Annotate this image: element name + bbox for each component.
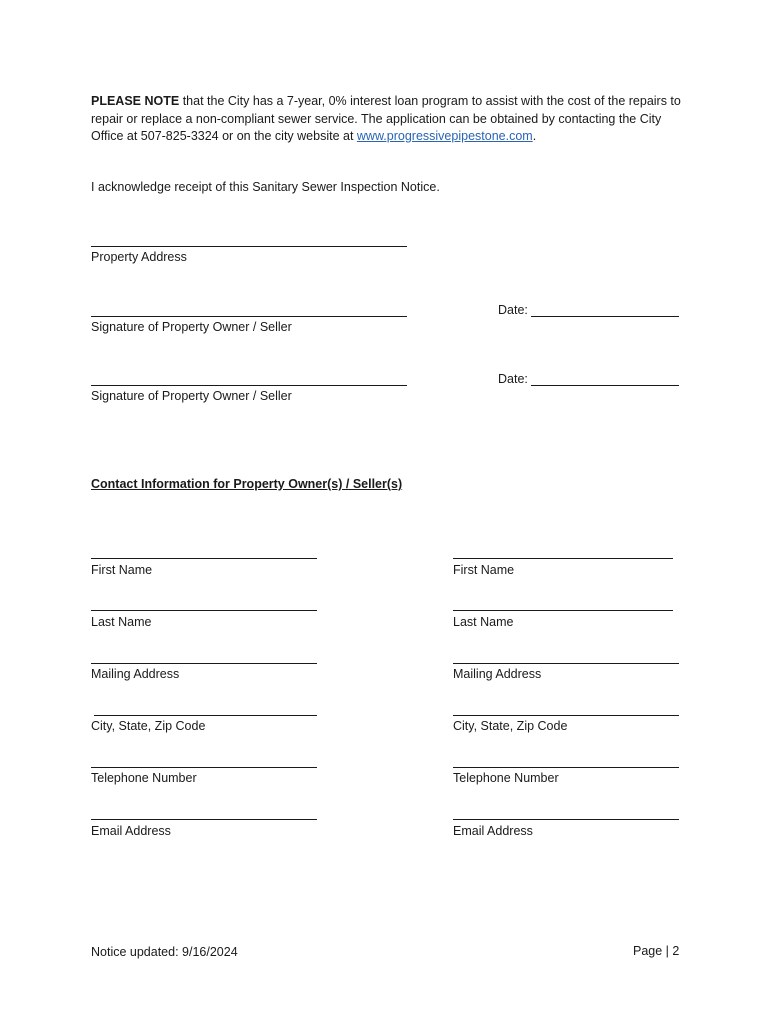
right-email-field[interactable]: [453, 819, 679, 820]
left-email-label: Email Address: [91, 824, 171, 838]
signature-field-1[interactable]: [91, 316, 407, 317]
left-first-name-field[interactable]: [91, 558, 317, 559]
date-field-1[interactable]: [531, 316, 679, 317]
date-label-1: Date:: [498, 303, 528, 317]
city-website-link[interactable]: www.progressivepipestone.com: [356, 129, 533, 143]
right-mailing-address-label: Mailing Address: [453, 667, 542, 681]
please-note-label: PLEASE NOTE: [91, 94, 180, 108]
notice-updated-date: Notice updated: 9/16/2024: [91, 945, 238, 959]
right-first-name-field[interactable]: [453, 558, 673, 559]
right-last-name-field[interactable]: [453, 610, 673, 611]
right-email-label: Email Address: [453, 824, 533, 838]
property-address-label: Property Address: [91, 250, 187, 264]
left-city-state-zip-label: City, State, Zip Code: [91, 719, 206, 733]
signature-field-2[interactable]: [91, 385, 407, 386]
signature-label-1: Signature of Property Owner / Seller: [91, 320, 292, 334]
right-mailing-address-field[interactable]: [453, 663, 679, 664]
loan-program-notice: [91, 93, 681, 146]
notice-body-text: that the City has a 7-year, 0% interest loan program to assist with the cost of the repairs to repair or replace a non-compliant sewer service. The application can be obtained by contacting the City Office at 507-825-3324 or on the city website at: [91, 94, 681, 143]
right-first-name-label: First Name: [453, 563, 515, 577]
right-city-state-zip-field[interactable]: [453, 715, 679, 716]
left-first-name-label: First Name: [91, 563, 153, 577]
acknowledgement-text: I acknowledge receipt of this Sanitary Sewer Inspection Notice.: [91, 180, 440, 194]
notice-end-punctuation: .: [532, 129, 537, 143]
left-last-name-label: Last Name: [91, 615, 152, 629]
right-telephone-field[interactable]: [453, 767, 679, 768]
date-field-2[interactable]: [531, 385, 679, 386]
left-telephone-label: Telephone Number: [91, 771, 197, 785]
contact-info-heading: Contact Information for Property Owner(s) / Seller(s): [91, 477, 403, 491]
date-label-2: Date:: [498, 372, 528, 386]
right-city-state-zip-label: City, State, Zip Code: [453, 719, 568, 733]
left-mailing-address-field[interactable]: [91, 663, 317, 664]
property-address-field[interactable]: [91, 246, 407, 247]
left-mailing-address-label: Mailing Address: [91, 667, 180, 681]
left-last-name-field[interactable]: [91, 610, 317, 611]
right-last-name-label: Last Name: [453, 615, 514, 629]
left-city-state-zip-field[interactable]: [94, 715, 317, 716]
left-telephone-field[interactable]: [91, 767, 317, 768]
page-number: Page | 2: [633, 944, 680, 958]
signature-label-2: Signature of Property Owner / Seller: [91, 389, 292, 403]
left-email-field[interactable]: [91, 819, 317, 820]
right-telephone-label: Telephone Number: [453, 771, 559, 785]
